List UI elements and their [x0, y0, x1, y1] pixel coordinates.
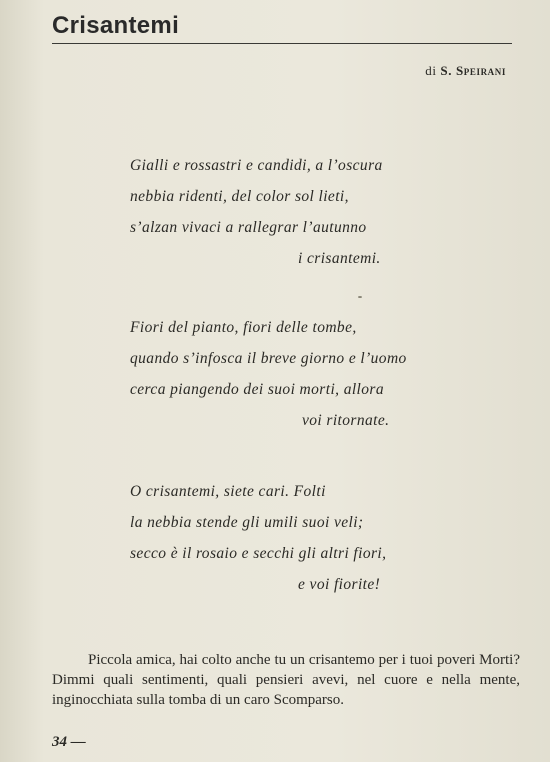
poem-line: i crisantemi.	[298, 250, 381, 267]
page-number: 34 —	[52, 734, 86, 750]
poem-line: Gialli e rossastri e candidi, a l’oscura	[130, 157, 383, 174]
poem-line: nebbia ridenti, del color sol lieti,	[130, 188, 349, 205]
poem-line: secco è il rosaio e secchi gli altri fiori,	[130, 545, 387, 562]
prose-text: Piccola amica, hai colto anche tu un crisantemo per i tuoi poveri Morti? Dimmi quali sentimenti, quali pensieri avevi, nel cuore e nella mente, inginocchiata sulla tomba di un caro Scomparso.	[52, 652, 520, 708]
prose-paragraph	[52, 650, 520, 710]
byline	[425, 63, 506, 79]
poem-line: O crisantemi, siete cari. Folti	[130, 483, 326, 500]
poem-line: cerca piangendo dei suoi morti, allora	[130, 381, 384, 398]
page-title: Crisantemi	[52, 12, 180, 39]
poem-line: e voi fiorite!	[298, 576, 381, 593]
poem-stanza-3	[130, 476, 470, 600]
paper-speck	[358, 296, 362, 298]
title-divider	[52, 43, 512, 44]
poem-line: s’alzan vivaci a rallegrar l’autunno	[130, 219, 367, 236]
poem-stanza-1	[130, 150, 470, 274]
poem-line: quando s’infosca il breve giorno e l’uomo	[130, 350, 407, 367]
byline-prefix: di	[425, 63, 437, 78]
author-name: S. Speirani	[440, 63, 506, 78]
poem-line: Fiori del pianto, fiori delle tombe,	[130, 319, 357, 336]
poem-line: la nebbia stende gli umili suoi veli;	[130, 514, 364, 531]
poem-stanza-2	[130, 312, 470, 436]
poem-line: voi ritornate.	[302, 412, 390, 429]
